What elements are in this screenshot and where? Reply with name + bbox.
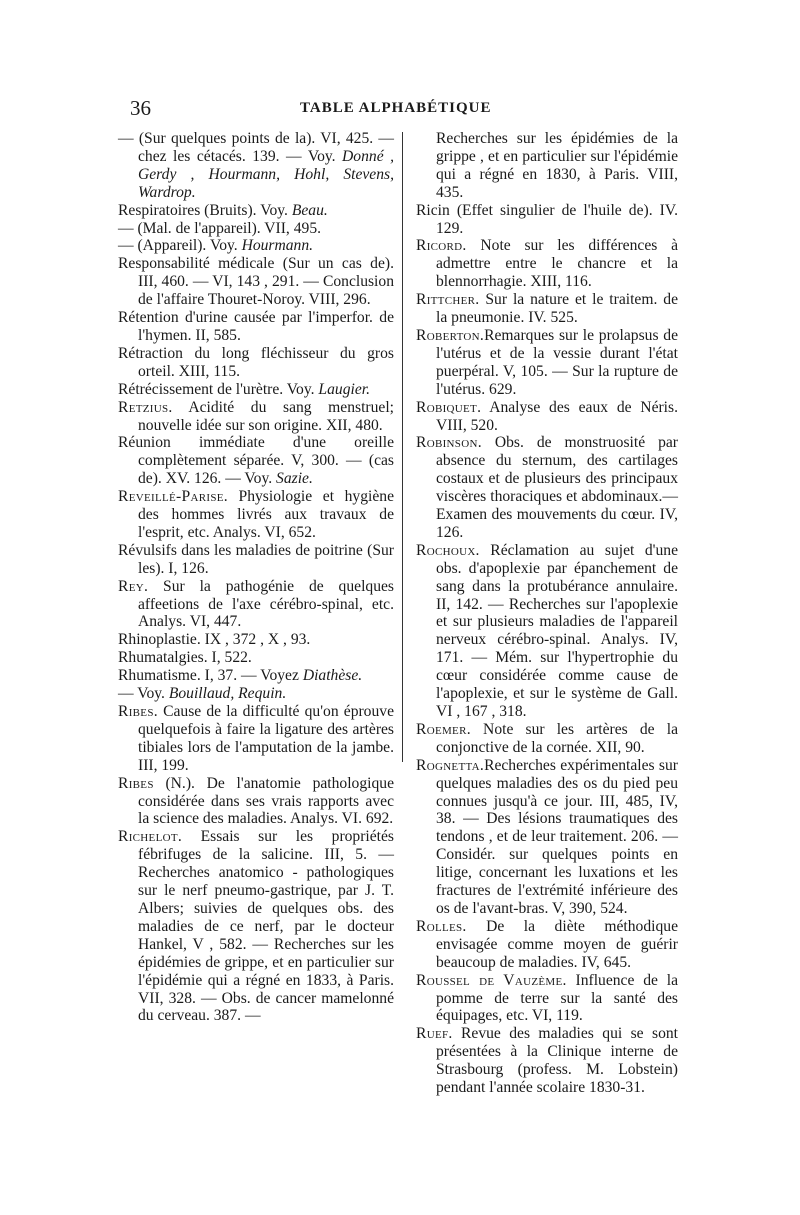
- entry-crossref: Hourmann.: [241, 237, 314, 255]
- index-entry: [118, 578, 394, 632]
- page-header: [130, 96, 670, 126]
- index-entry: [416, 434, 678, 541]
- entry-author: Ricord.: [416, 237, 467, 255]
- entry-author: Robinson.: [416, 434, 482, 452]
- entry-text: Recherches expérimentales sur quelques maladies des os du pied peu connues jusqu'à ce jour. III, 485, IV, 38. — Des lésions traumatiques des tendons , et de leur traitement. 206. — Considér. sur quelques points en litige, concernant les luxations et les fractures de l'extrémité inférieure des os de l'avant-bras. V, 390, 524.: [436, 756, 678, 917]
- entry-text: — (Mal. de l'appareil). VII, 495.: [118, 219, 322, 237]
- entry-text: Acidité du sang menstruel; nouvelle idée sur son origine. XII, 480.: [138, 398, 394, 434]
- entry-author: Rognetta.: [416, 756, 485, 774]
- index-entry: [118, 631, 394, 649]
- entry-text: — Voy.: [118, 685, 169, 703]
- index-entry: [416, 542, 678, 721]
- entry-text: Sur la nature et le traitem. de la pneumonie. IV. 525.: [436, 291, 678, 327]
- entry-text: Rhinoplastie. IX , 372 , X , 93.: [118, 631, 311, 649]
- entry-author: Rochoux.: [416, 541, 480, 559]
- column-rule: [402, 132, 403, 762]
- index-entry: [416, 757, 678, 918]
- index-entry: [416, 130, 678, 202]
- index-entry: [118, 703, 394, 775]
- entry-text: Sur la pathogénie de quelques affeetions de l'axe cérébro-spinal, etc. Analys. VI, 447.: [138, 577, 394, 631]
- entry-author: Rey.: [118, 577, 149, 595]
- entry-text: Analyse des eaux de Néris. VIII, 520.: [436, 398, 678, 434]
- index-entry: [416, 721, 678, 757]
- entry-text: Essais sur les propriétés fébrifuges de la salicine. III, 5. — Recherches anatomico - pathologiques sur le nerf pneumo-gastrique, par J. T. Albers; suivies de quelques obs. des maladies de ce nerf, par le docteur Hankel, V , 582. — Recherches sur les épidémies de grippe, et en particulier sur l'épidémie qui a régné en 1833, à Paris. VII, 328. — Obs. de cancer mamelonné du cerveau. 387. —: [138, 828, 394, 1025]
- entry-author: Richelot.: [118, 828, 183, 846]
- entry-author: Reveillé-Parise.: [118, 488, 228, 506]
- entry-text: De la diète méthodique envisagée comme moyen de guérir beaucoup de maladies. IV, 645.: [436, 917, 678, 971]
- entry-crossref: Beau.: [291, 201, 328, 219]
- entry-text: — (Sur quelques points de la). VI, 425. — chez les cétacés. 139. — Voy.: [118, 130, 394, 165]
- entry-text: Respiratoires (Bruits). Voy.: [118, 201, 292, 219]
- entry-crossref: Laugier.: [318, 380, 370, 398]
- entry-text: — (Appareil). Voy.: [118, 237, 242, 255]
- index-entry: [118, 667, 394, 685]
- index-entry: [118, 488, 394, 542]
- entry-text: Obs. de monstruosité par absence du sternum, des cartilages costaux et de plusieurs des principaux viscères thoraciques et abdominaux.—Examen des mouvements du cœur. IV, 126.: [436, 434, 678, 541]
- entry-author: Ruef.: [416, 1025, 453, 1043]
- index-entry: [118, 202, 394, 220]
- entry-text: (N.). De l'anatomie pathologique considérée dans ses vrais rapports avec la science des maladies. Analys. VI. 692.: [138, 774, 394, 828]
- index-entry: [118, 220, 394, 238]
- index-entry: [118, 434, 394, 488]
- entry-text: Physiologie et hygiène des hommes livrés aux travaux de l'esprit, etc. Analys. VI, 652.: [138, 488, 394, 541]
- entry-text: Rhumatisme. I, 37. — Voyez: [118, 667, 303, 685]
- entry-author: Roemer.: [416, 720, 471, 738]
- entry-text: Rétraction du long fléchisseur du gros orteil. XIII, 115.: [118, 344, 394, 380]
- index-entry: [118, 649, 394, 667]
- index-entry: [118, 381, 394, 399]
- index-entry: [416, 291, 678, 327]
- page-number: 36: [130, 96, 151, 120]
- entry-text: Rhumatalgies. I, 522.: [118, 649, 252, 667]
- index-entry: [416, 399, 678, 435]
- right-column: [416, 130, 678, 1097]
- index-entry: [118, 828, 394, 1025]
- entry-text: Rétrécissement de l'urètre. Voy.: [118, 380, 319, 398]
- entry-author: Rittcher.: [416, 291, 480, 309]
- entry-text: Révulsifs dans les maladies de poitrine (Sur les). I, 126.: [118, 541, 394, 577]
- entry-crossref: Diathèse.: [302, 667, 363, 685]
- entry-text: Réunion immédiate d'une oreille complètement séparée. V, 300. — (cas de). XV. 126. — Voy.: [118, 434, 394, 488]
- entry-author: Robiquet.: [416, 398, 482, 416]
- left-column: [118, 130, 394, 1025]
- index-entry: [118, 685, 394, 703]
- entry-text: Note sur les artères de la conjonctive de la cornée. XII, 90.: [436, 720, 678, 756]
- index-entry: [118, 130, 394, 202]
- entry-text: Influence de la pomme de terre sur la santé des équipages, etc. VI, 119.: [436, 971, 679, 1025]
- entry-author: Ribes: [118, 774, 154, 792]
- entry-author: Roussel de Vauzème.: [416, 971, 567, 989]
- entry-author: Ribes.: [118, 703, 158, 720]
- entry-author: Retzius.: [118, 398, 173, 416]
- index-entry: [118, 255, 394, 309]
- entry-text: Ricin (Effet singulier de l'huile de). IV. 129.: [416, 201, 678, 237]
- entry-author: Rolles.: [416, 917, 467, 935]
- entry-text: Réclamation au sujet d'une obs. d'apoplexie par épanchement de sang dans la protubérance annulaire. II, 142. — Recherches sur l'apoplexie et sur plusieurs maladies de l'appareil nerveux cérébro-spinal. Analys. IV, 171. — Mém. sur l'hypertrophie du cœur considérée comme cause de l'apoplexie, et sur le système de Gall. VI , 167 , 318.: [436, 541, 678, 720]
- index-entry: [416, 202, 678, 238]
- index-entry: [416, 1025, 678, 1097]
- index-entry: [118, 399, 394, 435]
- entry-crossref: Donné , Gerdy , Hourmann, Hohl, Stevens, Wardrop.: [138, 147, 395, 201]
- entry-text: Remarques sur le prolapsus de l'utérus et de la vessie durant l'état puerpéral. V, 105. — Sur la rupture de l'utérus. 629.: [436, 326, 678, 398]
- index-entry: [416, 918, 678, 972]
- index-entry: [416, 237, 678, 291]
- entry-text: Rétention d'urine causée par l'imperfor. de l'hymen. II, 585.: [118, 309, 394, 344]
- entry-text: Cause de la difficulté qu'on éprouve quelquefois à faire la ligature des artères tibiales lors de l'amputation de la jambe. III, 199.: [138, 703, 394, 774]
- entry-text: Responsabilité médicale (Sur un cas de). III, 460. — VI, 143 , 291. — Conclusion de l'affaire Thouret-Noroy. VIII, 296.: [118, 255, 394, 309]
- running-title: TABLE ALPHABÉTIQUE: [300, 100, 492, 116]
- entry-crossref: Sazie.: [276, 470, 313, 488]
- entry-text: Recherches sur les épidémies de la grippe , et en particulier sur l'épidémie qui a régné en 1830, à Paris. VIII, 435.: [436, 130, 678, 201]
- entry-author: Roberton.: [416, 326, 485, 344]
- index-entry: [118, 542, 394, 578]
- index-entry: [118, 345, 394, 381]
- entry-text: Note sur les différences à admettre entre le chancre et la blennorrhagie. XIII, 116.: [436, 237, 678, 291]
- index-entry: [118, 237, 394, 255]
- index-entry: [416, 972, 678, 1026]
- index-entry: [118, 775, 394, 829]
- entry-text: Revue des maladies qui se sont présentées à la Clinique interne de Strasbourg (profess. M. Lobstein) pendant l'année scolaire 1830-31.: [436, 1025, 678, 1097]
- index-entry: [118, 309, 394, 345]
- entry-crossref: Bouillaud, Requin.: [168, 685, 287, 703]
- index-entry: [416, 327, 678, 399]
